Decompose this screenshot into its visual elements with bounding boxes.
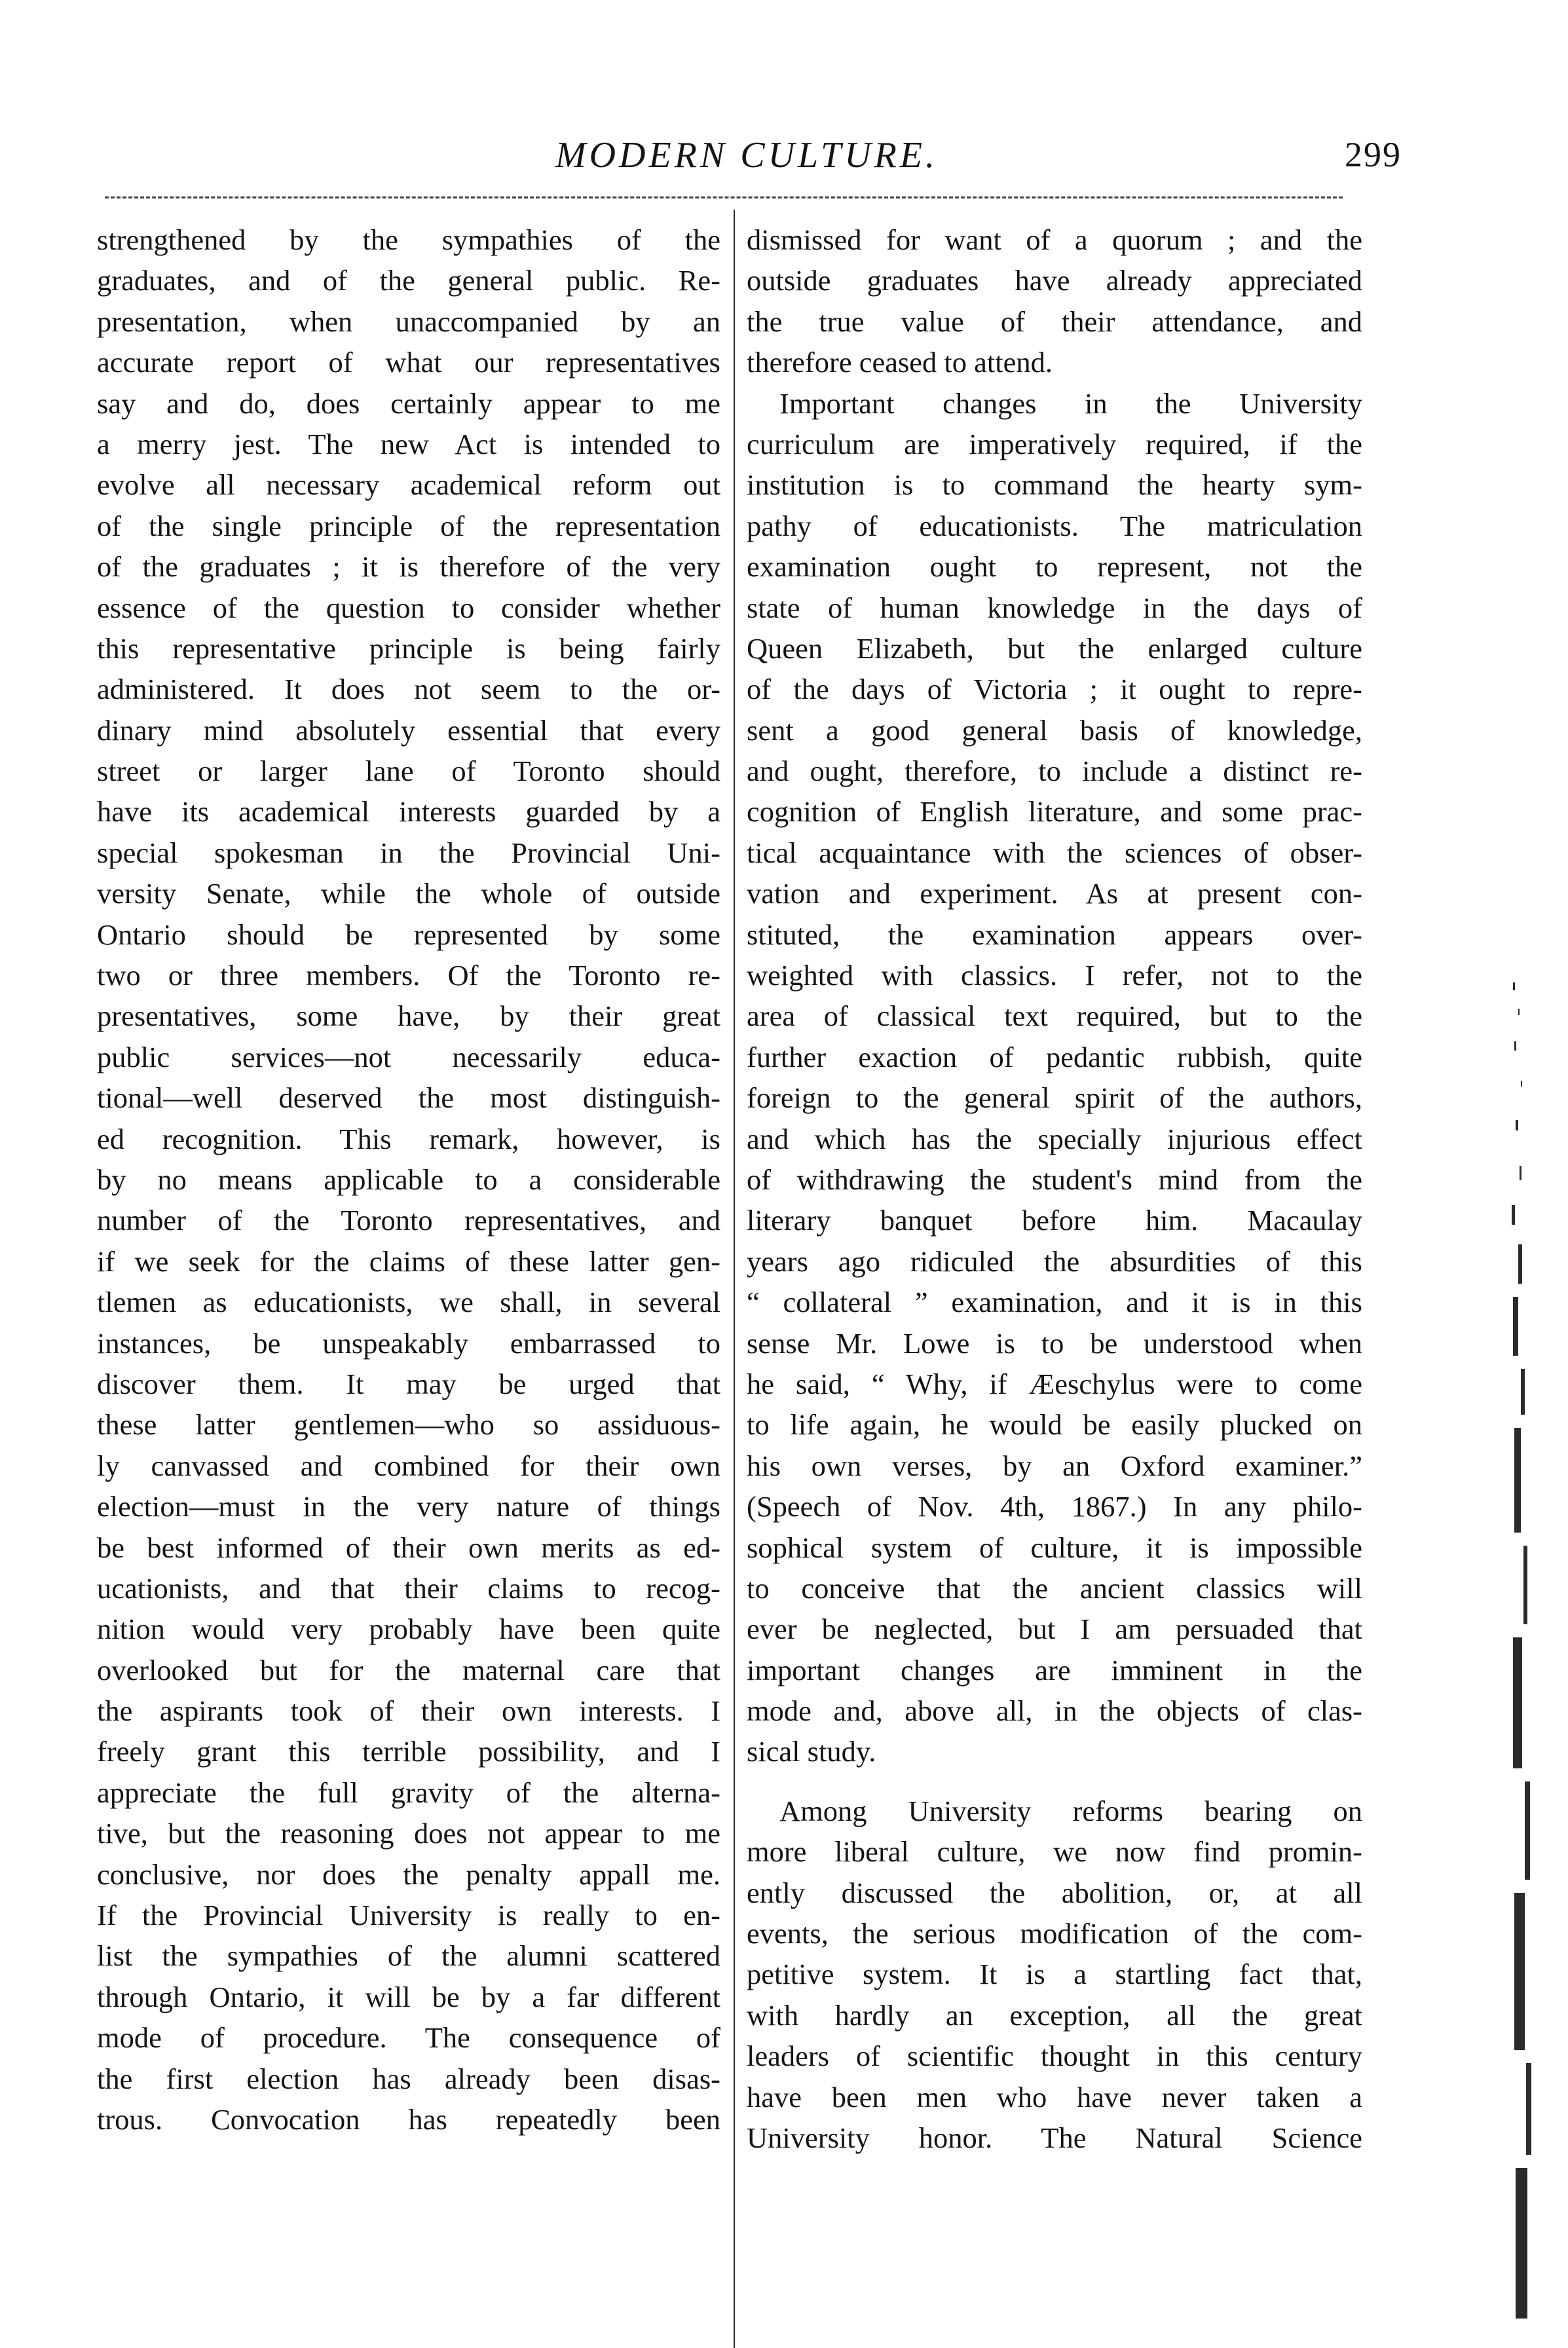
- text-line: leaders of scientific thought in this century: [747, 2040, 1362, 2073]
- text-line: events, the serious modification of the com-: [747, 1917, 1362, 1950]
- text-line: pathy of educationists. The matriculation: [747, 509, 1362, 542]
- running-head: [92, 134, 1402, 187]
- text-line: have been men who have never taken a: [747, 2080, 1362, 2114]
- text-line: freely grant this terrible possibility, and I: [97, 1735, 720, 1768]
- text-line: through Ontario, it will be by a far different: [97, 1980, 720, 2013]
- text-line: accurate report of what our representatives: [97, 346, 720, 379]
- text-line: of withdrawing the student's mind from the: [747, 1163, 1362, 1196]
- text-line: these latter gentlemen—who so assiduous-: [97, 1408, 720, 1442]
- text-line: stituted, the examination appears over-: [747, 918, 1362, 951]
- running-title: MODERN CULTURE.: [555, 135, 939, 176]
- paragraph-end-line: therefore ceased to attend.: [747, 346, 1053, 379]
- text-line: institution is to command the hearty sym-: [747, 468, 1362, 502]
- text-line: ucationists, and that their claims to recog-: [97, 1571, 720, 1605]
- text-line: examination ought to represent, not the: [747, 550, 1362, 584]
- text-line: dismissed for want of a quorum ; and the: [747, 223, 1362, 256]
- text-line: state of human knowledge in the days of: [747, 591, 1362, 624]
- text-line: special spokesman in the Provincial Uni-: [97, 836, 720, 869]
- text-line: street or larger lane of Toronto should: [97, 755, 720, 788]
- paragraph-start-line: Important changes in the University: [779, 386, 1362, 420]
- text-line: important changes are imminent in the: [747, 1653, 1362, 1686]
- text-line: by no means applicable to a considerable: [97, 1163, 720, 1196]
- text-line: curriculum are imperatively required, if the: [747, 427, 1362, 460]
- scan-edge-noise: [1506, 982, 1546, 2332]
- text-line: sense Mr. Lowe is to be understood when: [747, 1326, 1362, 1360]
- text-line: vation and experiment. As at present con-: [747, 877, 1362, 910]
- text-line: University honor. The Natural Science: [747, 2121, 1362, 2154]
- text-line: list the sympathies of the alumni scattered: [97, 1939, 720, 1973]
- text-line: tive, but the reasoning does not appear to me: [97, 1817, 720, 1850]
- text-line: foreign to the general spirit of the authors,: [747, 1081, 1362, 1115]
- text-line: years ago ridiculed the absurdities of this: [747, 1244, 1362, 1278]
- text-line: and ought, therefore, to include a distinct re-: [747, 755, 1362, 788]
- text-line: the true value of their attendance, and: [747, 305, 1362, 338]
- text-line: (Speech of Nov. 4th, 1867.) In any philo-: [747, 1490, 1362, 1523]
- text-line: the aspirants took of their own interests. I: [97, 1694, 720, 1728]
- text-line: mode and, above all, in the objects of clas-: [747, 1694, 1362, 1728]
- text-line: graduates, and of the general public. Re-: [97, 264, 720, 297]
- text-line: the first election has already been disas-: [97, 2062, 720, 2095]
- column-divider: [734, 210, 735, 2348]
- text-line: mode of procedure. The consequence of: [97, 2021, 720, 2055]
- text-line: say and do, does certainly appear to me: [97, 386, 720, 420]
- text-line: cognition of English literature, and some prac-: [747, 795, 1362, 829]
- left-column: [97, 219, 720, 2140]
- text-line: conclusive, nor does the penalty appall me.: [97, 1857, 720, 1891]
- text-line: of the single principle of the representation: [97, 509, 720, 542]
- text-line: public services—not necessarily educa-: [97, 1040, 720, 1073]
- text-line: literary banquet before him. Macaulay: [747, 1204, 1362, 1237]
- text-line: further exaction of pedantic rubbish, quite: [747, 1040, 1362, 1073]
- text-line: ever be neglected, but I am persuaded that: [747, 1612, 1362, 1646]
- text-line: administered. It does not seem to the or-: [97, 673, 720, 706]
- text-line: election—must in the very nature of things: [97, 1490, 720, 1523]
- text-line: two or three members. Of the Toronto re-: [97, 959, 720, 992]
- text-line: presentatives, some have, by their great: [97, 999, 720, 1033]
- text-line: to conceive that the ancient classics will: [747, 1571, 1362, 1605]
- text-line: and which has the specially injurious effect: [747, 1122, 1362, 1155]
- text-line: presentation, when unaccompanied by an: [97, 305, 720, 338]
- text-line: outside graduates have already appreciated: [747, 264, 1362, 297]
- text-line: appreciate the full gravity of the alterna-: [97, 1776, 720, 1809]
- text-line: ently discussed the abolition, or, at all: [747, 1876, 1362, 1909]
- text-line: he said, “ Why, if Æeschylus were to come: [747, 1367, 1362, 1400]
- text-line: more liberal culture, we now find promin-: [747, 1835, 1362, 1869]
- page-number: 299: [1345, 135, 1402, 174]
- text-line: Ontario should be represented by some: [97, 918, 720, 951]
- text-line: versity Senate, while the whole of outside: [97, 877, 720, 910]
- text-line: ed recognition. This remark, however, is: [97, 1122, 720, 1155]
- text-line: with hardly an exception, all the great: [747, 1998, 1362, 2032]
- text-line: tical acquaintance with the sciences of obser-: [747, 836, 1362, 869]
- text-line: petitive system. It is a startling fact that,: [747, 1958, 1362, 1991]
- text-line: of the days of Victoria ; it ought to repre-: [747, 673, 1362, 706]
- text-line: to life again, he would be easily plucked on: [747, 1408, 1362, 1442]
- text-line: strengthened by the sympathies of the: [97, 223, 720, 256]
- text-line: “ collateral ” examination, and it is in this: [747, 1286, 1362, 1319]
- text-line: if we seek for the claims of these latter gen-: [97, 1244, 720, 1278]
- text-line: evolve all necessary academical reform out: [97, 468, 720, 502]
- text-line: instances, be unspeakably embarrassed to: [97, 1326, 720, 1360]
- right-column: [747, 219, 1362, 2158]
- paragraph-end-line: sical study.: [747, 1735, 876, 1768]
- text-line: If the Provincial University is really to en-: [97, 1899, 720, 1932]
- text-line: this representative principle is being fairly: [97, 631, 720, 665]
- text-line: tional—well deserved the most distinguish-: [97, 1081, 720, 1115]
- text-line: area of classical text required, but to the: [747, 999, 1362, 1033]
- text-line: discover them. It may be urged that: [97, 1367, 720, 1400]
- text-line: a merry jest. The new Act is intended to: [97, 427, 720, 460]
- text-line: sophical system of culture, it is impossible: [747, 1531, 1362, 1564]
- text-line: nition would very probably have been quite: [97, 1612, 720, 1646]
- text-line: have its academical interests guarded by a: [97, 795, 720, 829]
- text-line: of the graduates ; it is therefore of the very: [97, 550, 720, 584]
- header-rule: [105, 196, 1343, 198]
- text-line: Queen Elizabeth, but the enlarged culture: [747, 631, 1362, 665]
- text-line: sent a good general basis of knowledge,: [747, 713, 1362, 747]
- paragraph-start-line: Among University reforms bearing on: [779, 1794, 1362, 1827]
- text-line: tlemen as educationists, we shall, in several: [97, 1286, 720, 1319]
- text-line: be best informed of their own merits as ed-: [97, 1531, 720, 1564]
- text-line: his own verses, by an Oxford examiner.”: [747, 1449, 1362, 1482]
- text-line: ly canvassed and combined for their own: [97, 1449, 720, 1482]
- text-line: overlooked but for the maternal care that: [97, 1653, 720, 1686]
- text-line: weighted with classics. I refer, not to the: [747, 959, 1362, 992]
- text-line: dinary mind absolutely essential that every: [97, 713, 720, 747]
- text-line: essence of the question to consider whether: [97, 591, 720, 624]
- text-line: trous. Convocation has repeatedly been: [97, 2102, 720, 2136]
- text-line: number of the Toronto representatives, and: [97, 1204, 720, 1237]
